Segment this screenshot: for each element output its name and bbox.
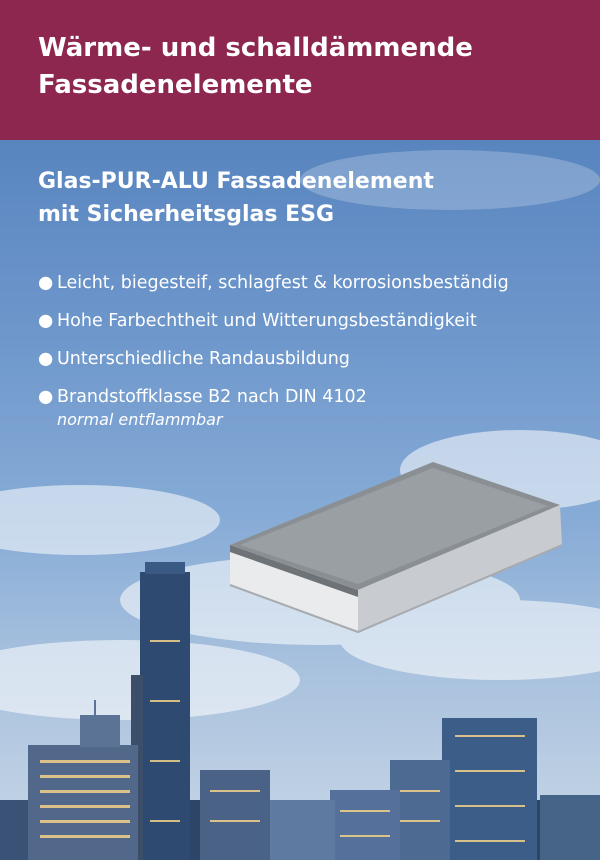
- feature-item: [38, 308, 598, 334]
- title-line-2: Fassadenelemente: [38, 70, 313, 100]
- feature-item: [38, 270, 598, 296]
- page-title: [38, 30, 578, 104]
- bullet-icon: ●: [38, 349, 54, 369]
- bullet-icon: ●: [38, 387, 54, 407]
- title-banner: [0, 0, 600, 140]
- feature-item: [38, 384, 598, 430]
- feature-note: normal entflammbar: [57, 410, 223, 429]
- subtitle-line-1: Glas-PUR-ALU Fassadenelement: [38, 169, 434, 194]
- subtitle-line-2: mit Sicherheitsglas ESG: [38, 202, 335, 227]
- bullet-icon: ●: [38, 311, 54, 331]
- feature-text: Leicht, biegesteif, schlagfest & korrosionsbeständig: [57, 273, 509, 293]
- feature-text: Brandstoffklasse B2 nach DIN 4102: [57, 387, 367, 407]
- bullet-icon: ●: [38, 273, 54, 293]
- feature-list: [38, 270, 598, 442]
- feature-text: Unterschiedliche Randausbildung: [57, 349, 350, 369]
- title-line-1: Wärme- und schalldämmende: [38, 33, 473, 63]
- feature-item: [38, 346, 598, 372]
- feature-text: Hohe Farbechtheit und Witterungsbeständigkeit: [57, 311, 477, 331]
- product-subtitle: [38, 165, 578, 231]
